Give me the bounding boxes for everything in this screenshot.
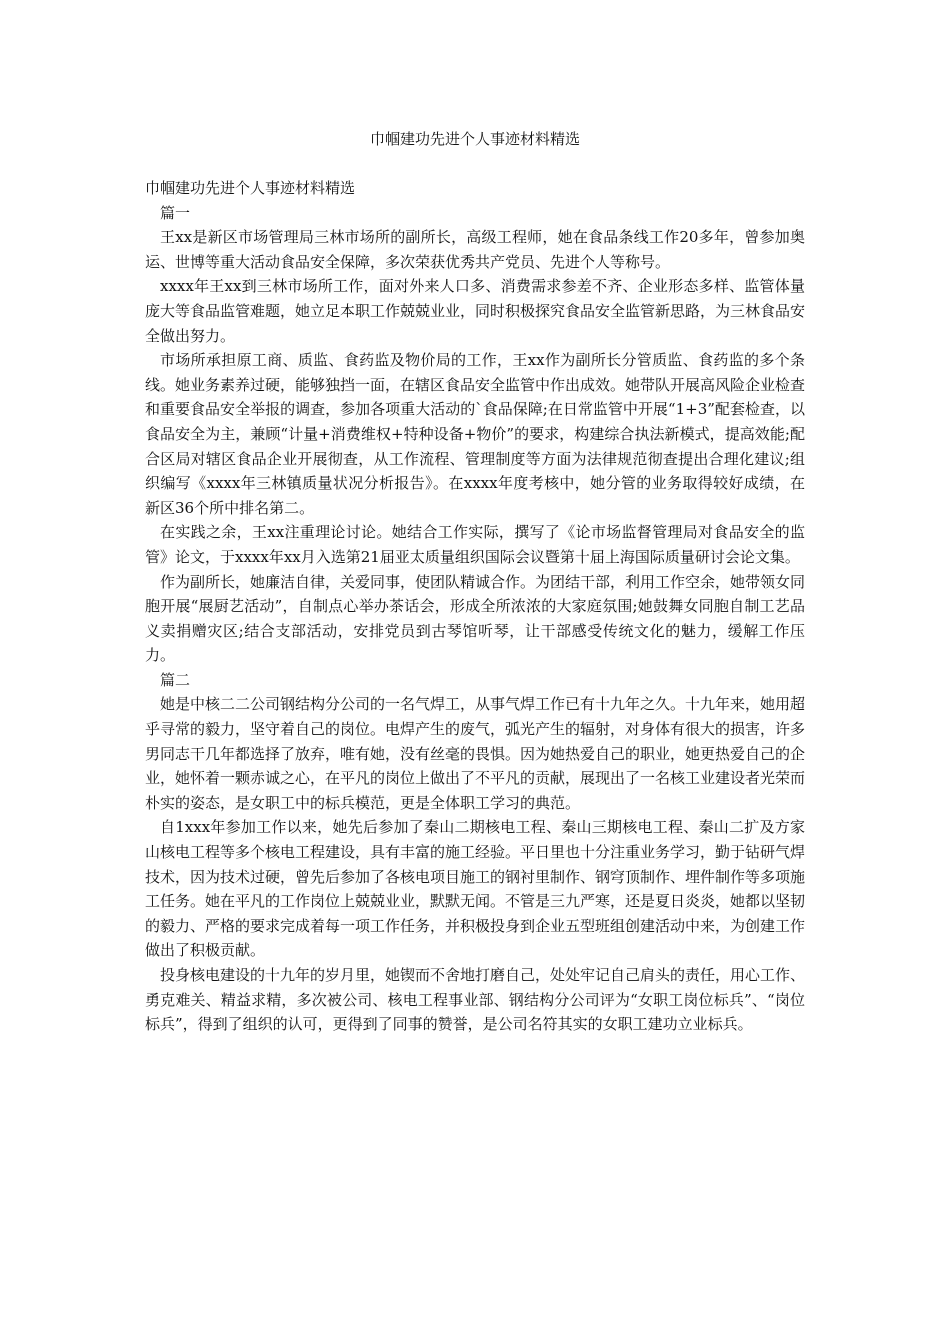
section-label: 篇一	[160, 203, 191, 222]
paragraph: 投身核电建设的十九年的岁月里，她锲而不舍地打磨自己，处处牢记自己肩头的责任，用心工作、勇克难关、精益求精，多次被公司、核电工程事业部、钢结构分公司评为“女职工岗位标兵”、“岗位标兵”，得到了组织的认可，更得到了同事的赞誉，是公司名符其实的女职工建功立业标兵。	[145, 966, 806, 1034]
paragraph: 市场所承担原工商、质监、食药监及物价局的工作，王xx作为副所长分管质监、食药监的多个条线。她业务素养过硬，能够独挡一面，在辖区食品安全监管中作出成效。她带队开展高风险企业检查和重要食品安全举报的调查，参加各项重大活动的`食品保障;在日常监管中开展“1+3”配套检查，以食品安全为主，兼顾“计量+消费维权+特种设备+物价”的要求，构建综合执法新模式，提高效能;配合区局对辖区食品企业开展彻查，从工作流程、管理制度等方面为法律规范彻查提出合理化建议;组织编写《xxxx年三林镇质量状况分析报告》。在xxxx年度考核中，她分管的业务取得较好成绩，在新区36个所中排名第二。	[145, 351, 806, 517]
section-label: 篇二	[160, 670, 191, 689]
paragraph: xxxx年王xx到三林市场所工作，面对外来人口多、消费需求参差不齐、企业形态多样、监管体量庞大等食品监管难题，她立足本职工作兢兢业业，同时积极探究食品安全监管新思路，为三林食品安全做出努力。	[145, 277, 806, 345]
paragraph: 王xx是新区市场管理局三林市场所的副所长，高级工程师，她在食品条线工作20多年，曾参加奥运、世博等重大活动食品安全保障，多次荣获优秀共产党员、先进个人等称号。	[145, 228, 805, 271]
document-subtitle: 巾帼建功先进个人事迹材料精选	[145, 179, 356, 197]
document-title: 巾帼建功先进个人事迹材料精选	[369, 130, 580, 148]
paragraph: 在实践之余，王xx注重理论讨论。她结合工作实际，撰写了《论市场监督管理局对食品安全的监管》论文，于xxxx年xx月入选第21届亚太质量组织国际会议暨第十届上海国际质量研讨会论文集。	[145, 523, 805, 566]
paragraph: 作为副所长，她廉洁自律，关爱同事，使团队精诚合作。为团结干部，利用工作空余，她带领女同胞开展“展厨艺活动”，自制点心举办茶话会，形成全所浓浓的大家庭氛围;她鼓舞女同胞自制工艺品义卖捐赠灾区;结合支部活动，安排党员到古琴馆听琴，让干部感受传统文化的魅力，缓解工作压力。	[145, 572, 806, 665]
paragraph: 自1xxx年参加工作以来，她先后参加了秦山二期核电工程、秦山三期核电工程、秦山二扩及方家山核电工程等多个核电工程建设，具有丰富的施工经验。平日里也十分注重业务学习，勤于钻研气焊技术，因为技术过硬，曾先后参加了各核电项目施工的钢衬里制作、钢穹顶制作、埋件制作等多项施工任务。她在平凡的工作岗位上兢兢业业，默默无闻。不管是三九严寒，还是夏日炎炎，她都以坚韧的毅力、严格的要求完成着每一项工作任务，并积极投身到企业五型班组创建活动中来，为创建工作做出了积极贡献。	[145, 818, 806, 960]
document-body	[145, 176, 805, 1037]
paragraph: 她是中核二二公司钢结构分公司的一名气焊工，从事气焊工作已有十九年之久。十九年来，她用超乎寻常的毅力，坚守着自己的岗位。电焊产生的废气，弧光产生的辐射，对身体有很大的损害，许多男同志干几年都选择了放弃，唯有她，没有丝毫的畏惧。因为她热爱自己的职业，她更热爱自己的企业，她怀着一颗赤诚之心，在平凡的岗位上做出了不平凡的贡献，展现出了一名核工业建设者光荣而朴实的姿态，是女职工中的标兵模范，更是全体职工学习的典范。	[145, 695, 806, 812]
